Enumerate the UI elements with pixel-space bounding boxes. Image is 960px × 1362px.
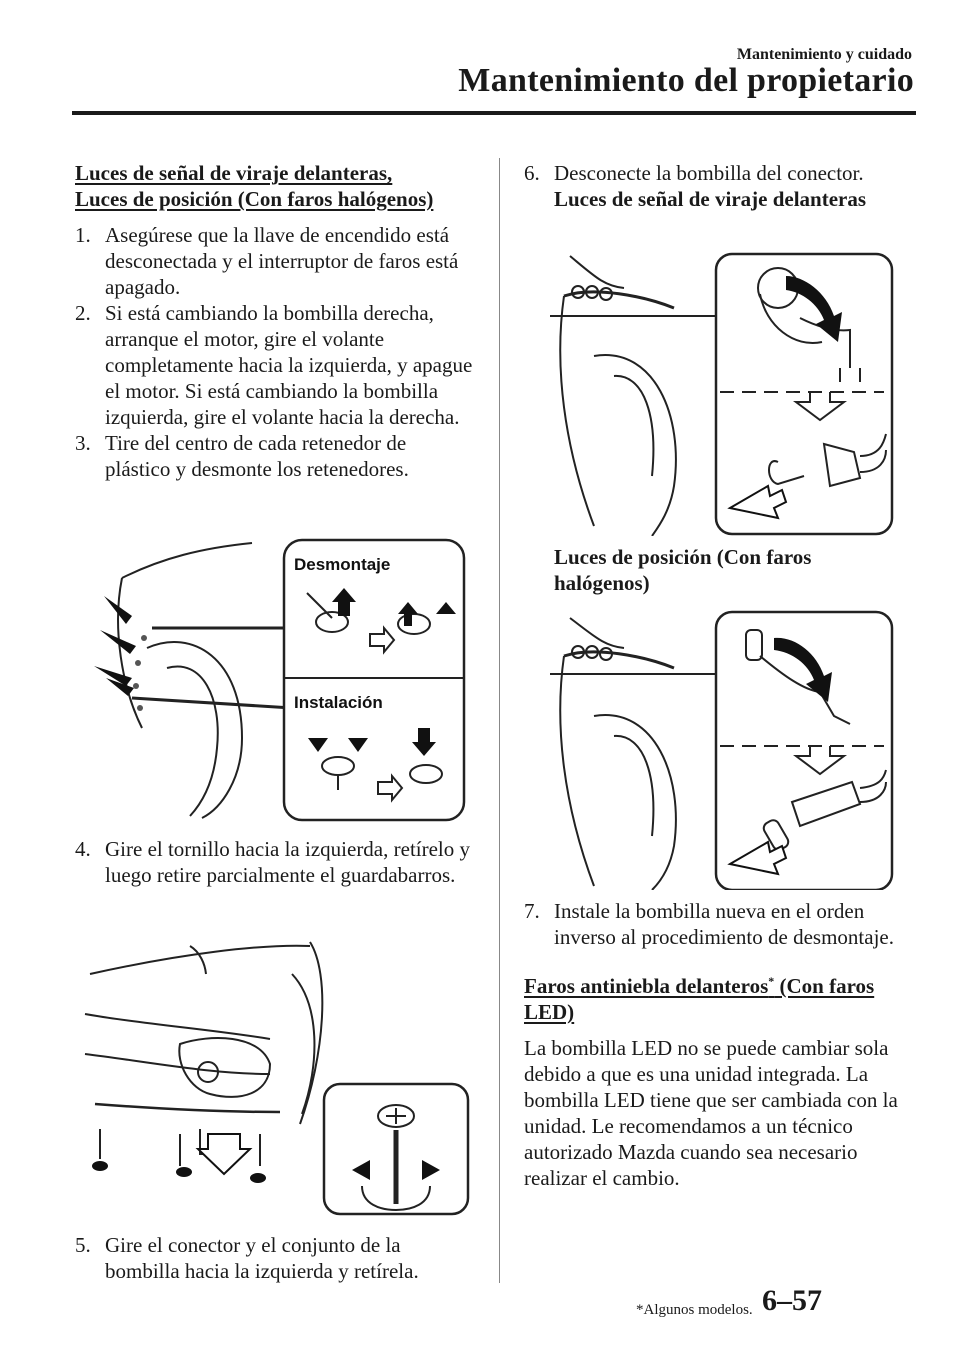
- footnote: *Algunos modelos.: [636, 1302, 753, 1318]
- retainer-illustration: [92, 538, 472, 828]
- right-column-step6: [524, 160, 920, 212]
- fog-lights-paragraph: La bombilla LED no se puede cambiar sola debido a que es una unidad integrada. La bombilla LED tiene que ser cambiada con la unidad. Le recomendamos a un técnico autorizado Mazda cuando sea necesario realizar el cambio.: [524, 1036, 898, 1190]
- left-column: [75, 160, 475, 482]
- step-6: 6. Desconecte la bombilla del conector.: [524, 161, 864, 185]
- subtitle-position-lights: Luces de posición (Con faros halógenos): [554, 545, 812, 595]
- label-desmontaje: Desmontaje: [294, 555, 391, 574]
- step-5: 5. Gire el conector y el conjunto de la bombilla hacia la izquierda y retírela.: [75, 1233, 419, 1283]
- step-7: 7. Instale la bombilla nueva en el orden inverso al procedimiento de desmontaje.: [524, 899, 894, 949]
- footnote-star: *: [768, 974, 775, 988]
- section-title-turn-position: Luces de señal de viraje delanteras, Luces de posición (Con faros halógenos): [75, 161, 434, 211]
- left-column-step4: [75, 836, 475, 888]
- label-instalacion: Instalación: [294, 693, 383, 712]
- step-4: 4. Gire el tornillo hacia la izquierda, retírelo y luego retire parcialmente el guardabarros.: [75, 837, 471, 887]
- fender-illustration: [80, 934, 472, 1218]
- position-light-illustration: [534, 606, 896, 890]
- figure-retainers: [92, 538, 472, 828]
- right-column-sub2: [524, 544, 920, 596]
- figure-position-bulb: [534, 606, 896, 890]
- chapter-title: Mantenimiento del propietario: [458, 62, 914, 99]
- turn-signal-illustration: [534, 246, 896, 536]
- right-column-bottom: [524, 898, 920, 1191]
- subtitle-turn-signal: Luces de señal de viraje delanteras: [554, 187, 867, 211]
- section-title-fog-lights: Faros antiniebla delanteros* (Con faros LED): [524, 974, 875, 1024]
- step-1: 1. Asegúrese que la llave de encendido está desconectada y el interruptor de faros está apagado.: [75, 223, 459, 299]
- step-3: 3. Tire del centro de cada retenedor de plástico y desmonte los retenedores.: [75, 431, 409, 481]
- section-header: Mantenimiento y cuidado: [736, 46, 912, 63]
- step-2: 2. Si está cambiando la bombilla derecha, arranque el motor, gire el volante completamente hacia la izquierda, y apague el motor. Si está cambiando la bombilla izquierda, gire el volante hacia la derecha.: [75, 301, 473, 429]
- column-divider: [499, 158, 500, 1283]
- left-column-step5: [75, 1232, 475, 1284]
- page-number: 6–57: [762, 1284, 822, 1317]
- figure-fender-screw: [80, 934, 472, 1218]
- arrow-icons: [94, 596, 136, 696]
- header-rule: [72, 111, 916, 115]
- figure-turn-signal-bulb: [534, 246, 896, 536]
